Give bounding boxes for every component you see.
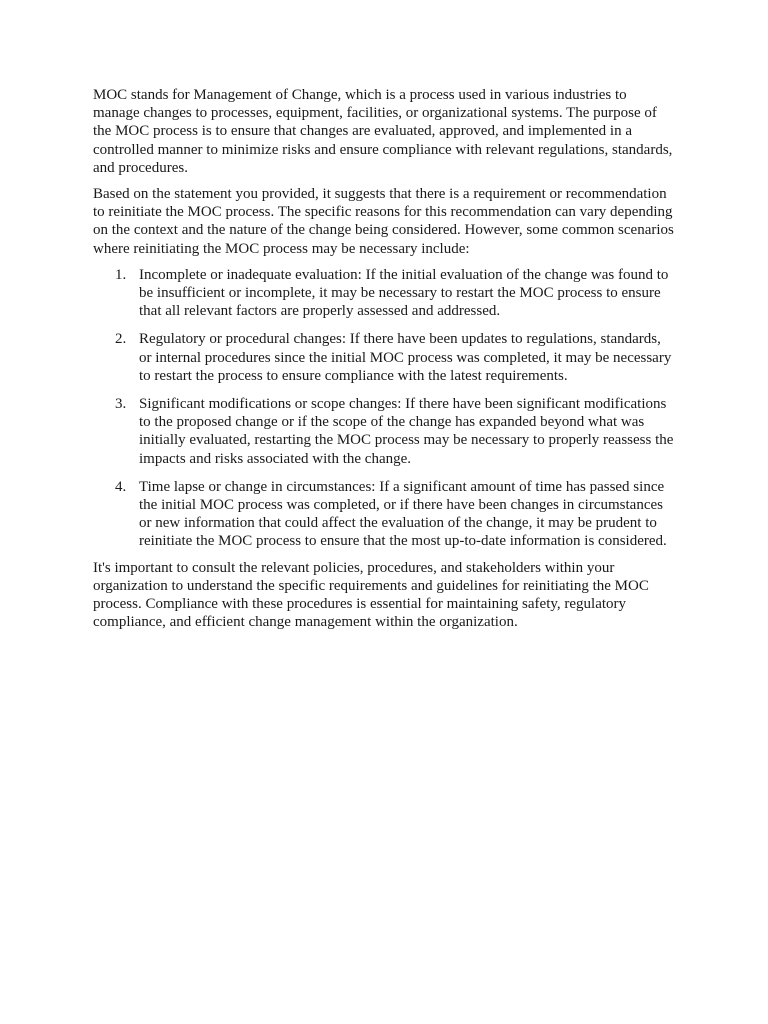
list-item-text: Significant modifications or scope changes: If there have been significant modifications to the proposed change or if the scope of the change has expanded beyond what was initially evaluated, restarting the MOC process may be necessary to properly reassess the impacts and risks associated with the change. xyxy=(139,396,674,467)
list-item-text: Time lapse or change in circumstances: If a significant amount of time has passed since the initial MOC process was completed, or if there have been changes in circumstances or new information that could affect the evaluation of the change, it may be prudent to reinitiate the MOC process to ensure that the most up-to-date information is considered. xyxy=(139,478,667,550)
list-item-number: 3. xyxy=(115,396,127,413)
scenario-list xyxy=(93,266,677,551)
context-paragraph: Based on the statement you provided, it suggests that there is a requirement or recommendation to reinitiate the MOC process. The specific reasons for this recommendation can vary depending on the context and the nature of the change being considered. However, some common scenarios where reinitiating the MOC process may be necessary include: xyxy=(93,186,674,257)
list-item xyxy=(93,330,677,385)
list-item-number: 4. xyxy=(115,478,127,495)
intro-paragraph: MOC stands for Management of Change, which is a process used in various industries to manage changes to processes, equipment, facilities, or organizational systems. The purpose of the MOC process is to ensure that changes are evaluated, approved, and implemented in a controlled manner to minimize risks and ensure compliance with relevant regulations, standards, and procedures. xyxy=(93,87,673,176)
list-item xyxy=(93,478,677,551)
conclusion-paragraph: It's important to consult the relevant policies, procedures, and stakeholders within your organization to understand the specific requirements and guidelines for reinitiating the MOC process. Compliance with these procedures is essential for maintaining safety, regulatory compliance, and efficient change management within the organization. xyxy=(93,559,649,631)
list-item xyxy=(93,266,677,321)
list-item-text: Regulatory or procedural changes: If there have been updates to regulations, standards, or internal procedures since the initial MOC process was completed, it may be necessary to restart the process to ensure compliance with the latest requirements. xyxy=(139,331,672,384)
list-item xyxy=(93,395,677,468)
list-item-number: 2. xyxy=(115,331,127,348)
document-page xyxy=(93,86,677,639)
list-item-text: Incomplete or inadequate evaluation: If the initial evaluation of the change was found to be insufficient or incomplete, it may be necessary to restart the MOC process to ensure that all relevant factors are properly assessed and addressed. xyxy=(139,266,669,320)
list-item-number: 1. xyxy=(115,266,127,283)
